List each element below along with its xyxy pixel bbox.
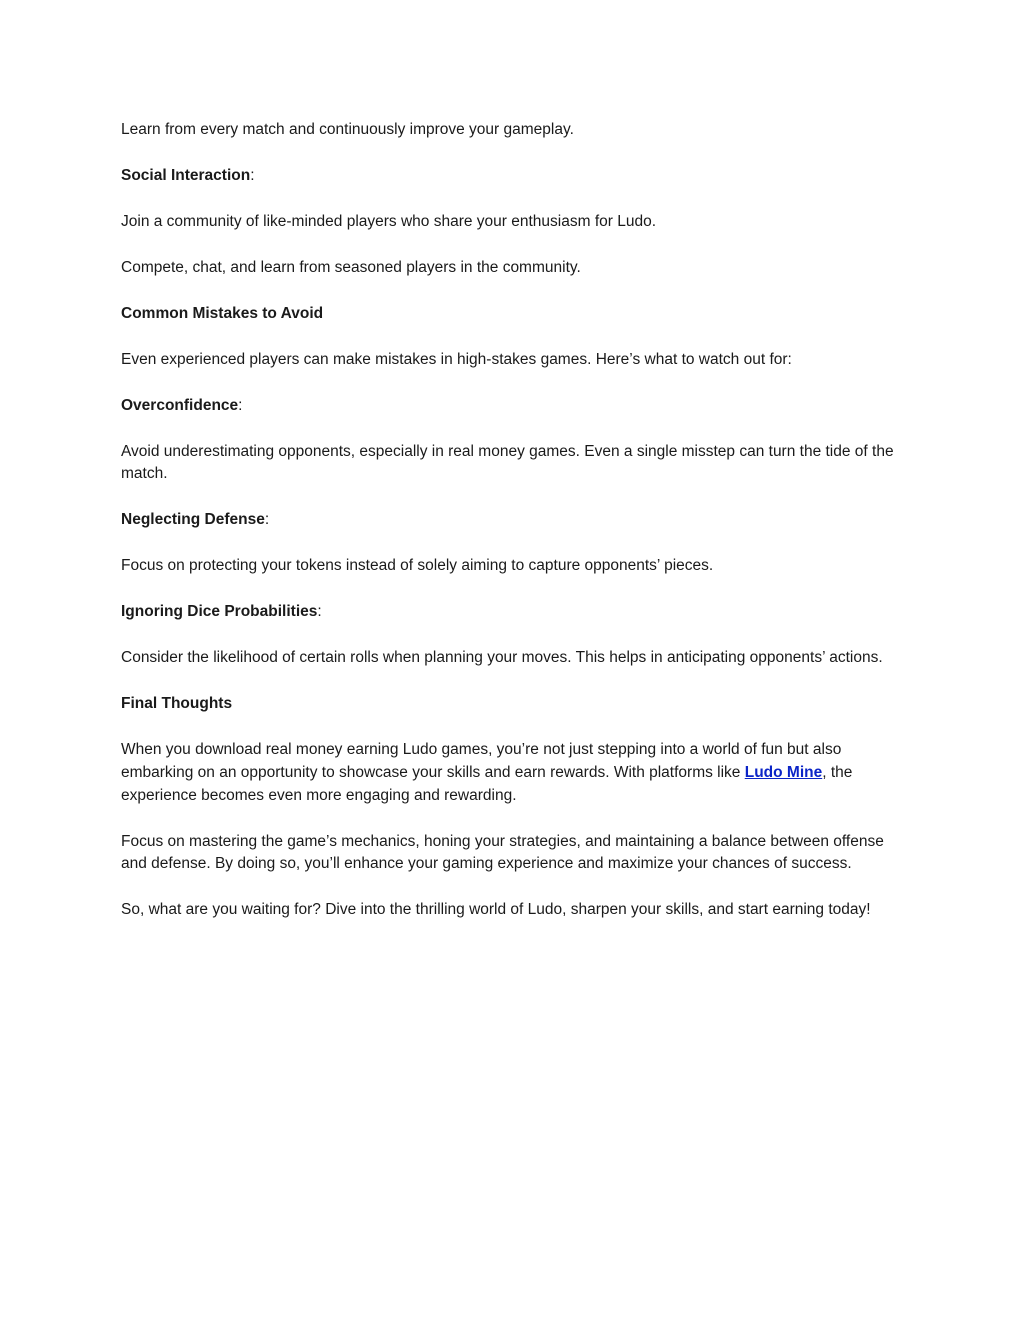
heading-final-thoughts (121, 693, 903, 716)
paragraph-so: So, what are you waiting for? Dive into the thrilling world of Ludo, sharpen your skills, and start earning today! (121, 901, 871, 919)
paragraph-compete: Compete, chat, and learn from seasoned players in the community. (121, 258, 581, 276)
paragraph-mastering: Focus on mastering the game’s mechanics, honing your strategies, and maintaining a balance between offense and defense. By doing so, you’ll enhance your gaming experience and maximize your chances of success. (121, 832, 884, 873)
paragraph-when (121, 739, 903, 807)
paragraph-consider: Consider the likelihood of certain rolls when planning your moves. This helps in anticipating opponents’ actions. (121, 649, 883, 667)
paragraph-learn: Learn from every match and continuously improve your gameplay. (121, 121, 574, 138)
paragraph-avoid: Avoid underestimating opponents, especially in real money games. Even a single misstep can turn the tide of the match. (121, 442, 894, 483)
heading-common-mistakes-text: Common Mistakes to Avoid (121, 304, 324, 322)
paragraph-join: Join a community of like-minded players who share your enthusiasm for Ludo. (121, 212, 657, 230)
heading-colon: : (238, 396, 243, 414)
heading-social-interaction-text: Social Interaction (121, 166, 251, 184)
heading-colon: : (317, 603, 322, 621)
heading-neglecting-defense (121, 509, 903, 532)
ludo-mine-link[interactable]: Ludo Mine (744, 763, 823, 781)
heading-overconfidence (121, 395, 903, 418)
heading-overconfidence-text: Overconfidence (121, 396, 239, 414)
heading-social-interaction (121, 165, 903, 188)
paragraph-even: Even experienced players can make mistakes in high-stakes games. Here’s what to watch out for: (121, 350, 792, 368)
heading-ignoring-dice-text: Ignoring Dice Probabilities (121, 603, 318, 621)
heading-final-thoughts-text: Final Thoughts (121, 695, 233, 713)
paragraph-when-text: When you download real money earning Ludo games, you’re not just stepping into a world of fun but also embarking on an opportunity to showcase your skills and earn rewards. With platforms like (121, 741, 842, 781)
heading-common-mistakes (121, 303, 903, 326)
heading-neglecting-defense-text: Neglecting Defense (121, 511, 265, 529)
heading-colon: : (264, 511, 270, 529)
document-body (121, 119, 903, 945)
heading-ignoring-dice (121, 601, 903, 624)
heading-colon: : (250, 166, 255, 184)
paragraph-focus-tokens: Focus on protecting your tokens instead of solely aiming to capture opponents’ pieces. (121, 557, 714, 575)
paragraph-when-tail: , the experience becomes even more engaging and rewarding. (121, 763, 853, 804)
